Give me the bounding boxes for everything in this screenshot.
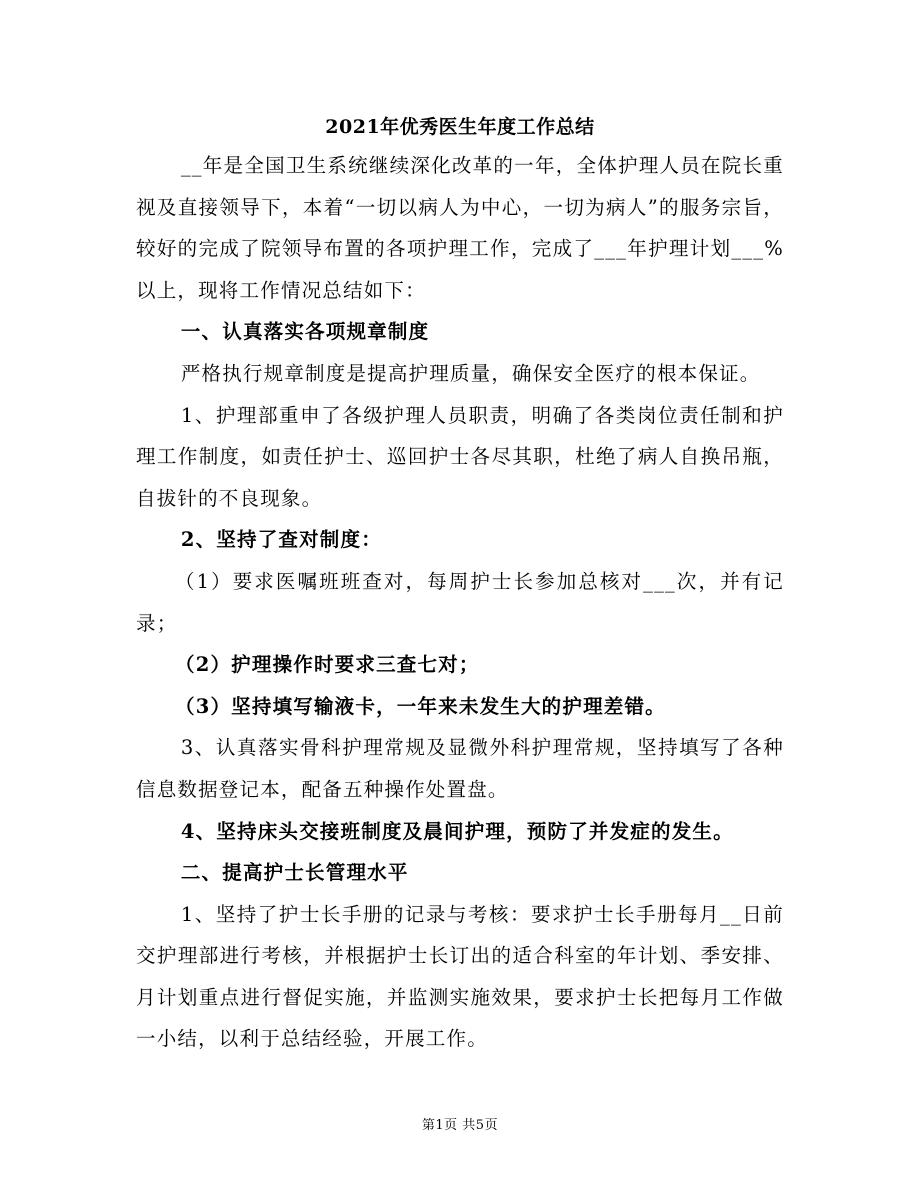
page-number: 第1页 共5页 [421,1118,499,1133]
item-2-sub-2: （2）护理操作时要求三查七对； [175,653,480,677]
section-2-item-1: 1、坚持了护士长手册的记录与考核：要求护士长手册每月__日前交护理部进行考核，并根据护士长订出的适合科室的年计划、季安排、月计划重点进行督促实施，并监测实施效果，要求护士长把每月工作做一小结，以利于总结经验，开展工作。 [136,902,784,1051]
item-2-heading: 2、坚持了查对制度： [180,528,382,552]
item-3-paragraph: 3、认真落实骨科护理常规及显微外科护理常规，坚持填写了各种信息数据登记本，配备五种操作处置盘。 [136,736,784,801]
item-2-sub-1: （1）要求医嘱班班查对，每周护士长参加总核对___次，并有记录； [136,569,784,635]
document-title: 2021年优秀医生年度工作总结 [325,116,595,138]
document-body [136,145,784,1060]
section-heading-2: 二、提高护士长管理水平 [180,861,409,885]
section-1-lead: 严格执行规章制度是提高护理质量，确保安全医疗的根本保证。 [180,361,761,385]
intro-paragraph: __年是全国卫生系统继续深化改革的一年，全体护理人员在院长重视及直接领导下，本着“一切以病人为中心，一切为病人”的服务宗旨，较好的完成了院领导布置的各项护理工作，完成了___年护理计划___%以上，现将工作情况总结如下： [136,154,784,302]
item-2-sub-3: （3）坚持填写输液卡，一年来未发生大的护理差错。 [175,694,666,718]
item-1-paragraph: 1、护理部重申了各级护理人员职责，明确了各类岗位责任制和护理工作制度，如责任护士、巡回护士各尽其职，杜绝了病人自换吊瓶，自拔针的不良现象。 [136,403,784,510]
item-4-paragraph: 4、坚持床头交接班制度及晨间护理，预防了并发症的发生。 [180,819,734,843]
section-heading-1: 一、认真落实各项规章制度 [180,320,430,344]
